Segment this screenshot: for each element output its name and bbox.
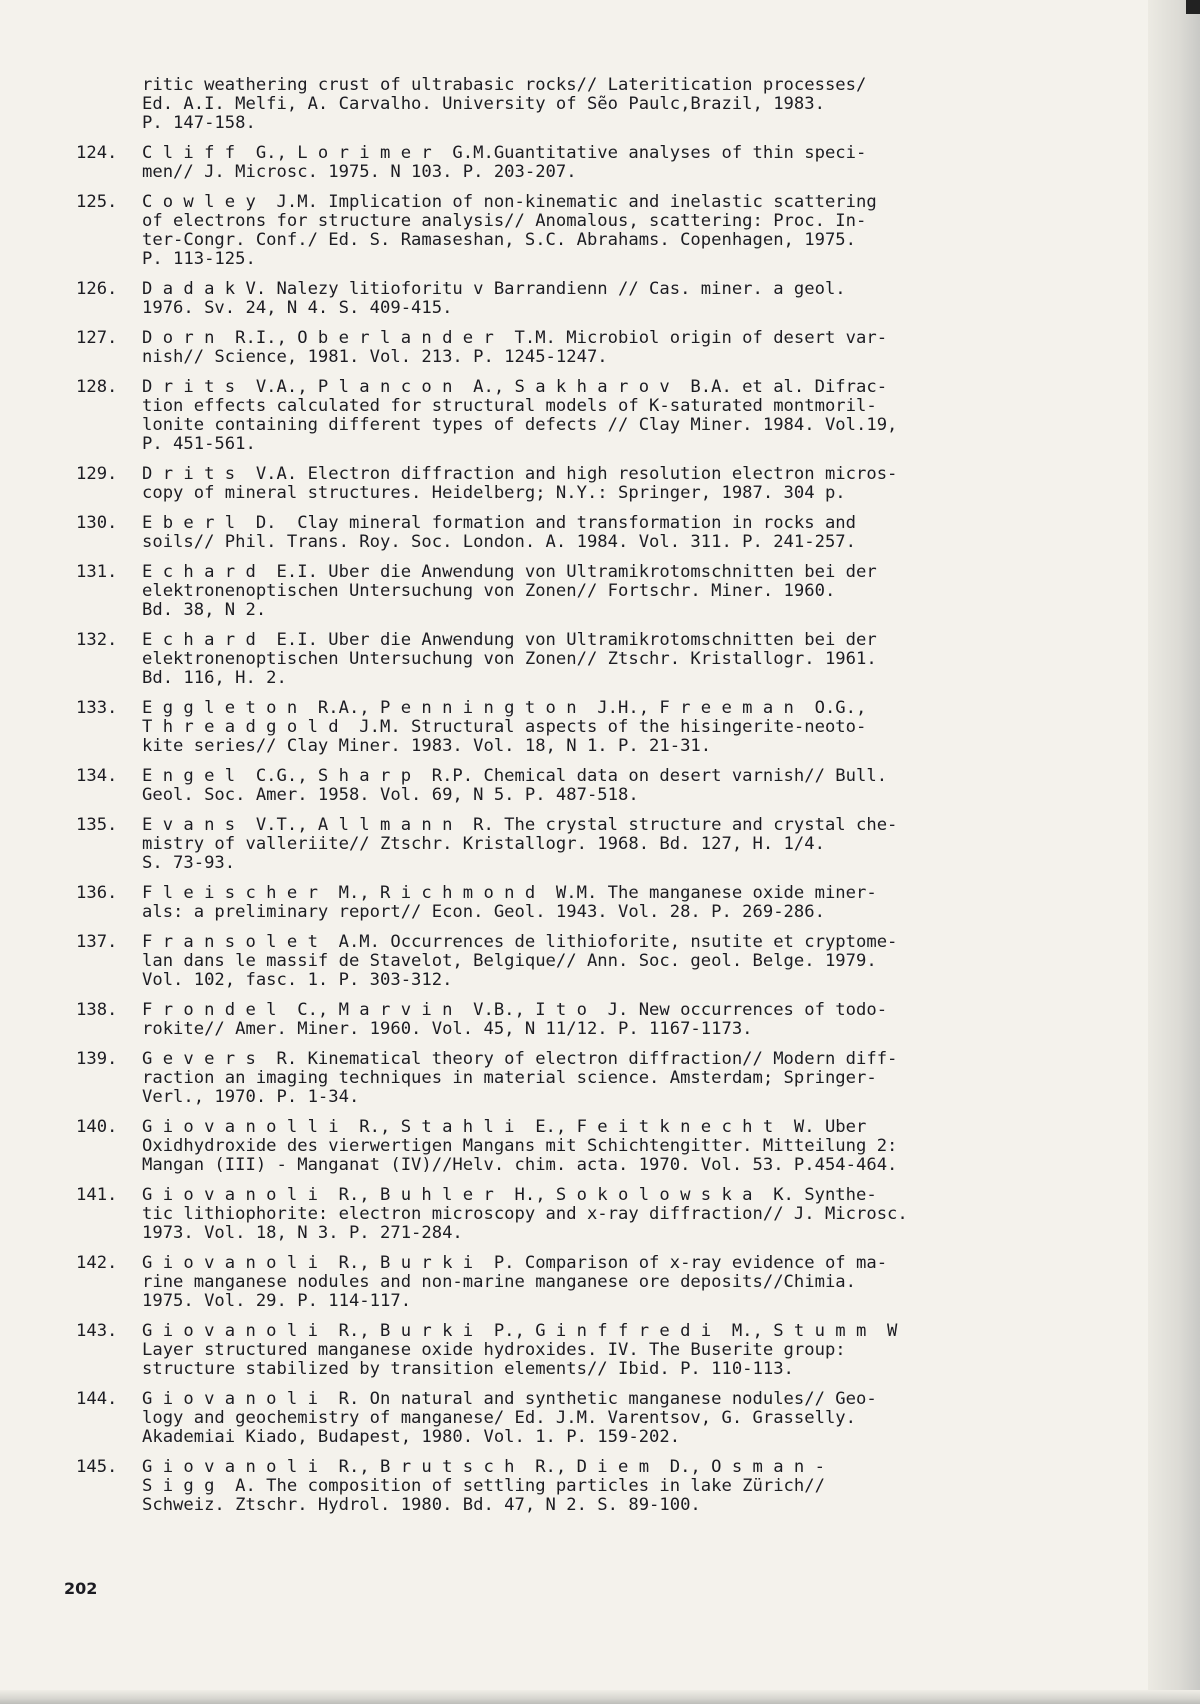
- reference-entry: [76, 144, 1046, 182]
- reference-number: 144.: [76, 1389, 118, 1409]
- continued-reference-text: ritic weathering crust of ultrabasic rocks// Lateritication processes/ Ed. A.I. Melfi, A. Carvalho. University of Sẽo Paulc,Brazil, 1983. P. 147-158.: [142, 75, 867, 133]
- reference-entry: [76, 1254, 1046, 1311]
- reference-number: 130.: [76, 513, 118, 533]
- reference-entry: [76, 699, 1046, 756]
- reference-entry: [76, 767, 1046, 805]
- reference-number: 136.: [76, 883, 118, 903]
- page-number: 202: [64, 1579, 98, 1598]
- reference-number: 135.: [76, 815, 118, 835]
- reference-text: G i o v a n o l i R., B r u t s c h R., D i e m D., O s m a n - S i g g A. The composition of settling particles in lake Zürich// Schweiz. Ztschr. Hydrol. 1980. Bd. 47, N 2. S. 89-100.: [142, 1457, 825, 1515]
- reference-text: E c h a r d E.I. Uber die Anwendung von Ultramikrotomschnitten bei der elektronenoptischen Untersuchung von Zonen// Ztschr. Kristallogr. 1961. Bd. 116, H. 2.: [142, 630, 877, 688]
- reference-entry: [76, 816, 1046, 873]
- reference-number: 124.: [76, 143, 118, 163]
- reference-text: E n g e l C.G., S h a r p R.P. Chemical data on desert varnish// Bull. Geol. Soc. Amer. 1958. Vol. 69, N 5. P. 487-518.: [142, 766, 888, 805]
- reference-entry: [76, 563, 1046, 620]
- reference-entry: [76, 1186, 1046, 1243]
- reference-number: 141.: [76, 1185, 118, 1205]
- reference-list: [76, 144, 1046, 1515]
- reference-entry: [76, 631, 1046, 688]
- reference-entry: [76, 465, 1046, 503]
- reference-text: E c h a r d E.I. Uber die Anwendung von Ultramikrotomschnitten bei der elektronenoptischen Untersuchung von Zonen// Fortschr. Miner. 1960. Bd. 38, N 2.: [142, 562, 877, 620]
- reference-text: F l e i s c h e r M., R i c h m o n d W.M. The manganese oxide miner- als: a preliminary report// Econ. Geol. 1943. Vol. 28. P. 269-286.: [142, 883, 877, 922]
- reference-entry: [76, 514, 1046, 552]
- corner-mark: [1186, 0, 1200, 14]
- reference-entry: [76, 1458, 1046, 1515]
- reference-entry: [76, 1050, 1046, 1107]
- reference-number: 142.: [76, 1253, 118, 1273]
- reference-entry: [76, 1001, 1046, 1039]
- reference-text: G i o v a n o l i R. On natural and synthetic manganese nodules// Geo- logy and geochemistry of manganese/ Ed. J.M. Varentsov, G. Grasselly. Akademiai Kiado, Budapest, 1980. Vol. 1. P. 159-202.: [142, 1389, 877, 1447]
- reference-text: G i o v a n o l l i R., S t a h l i E., F e i t k n e c h t W. Uber Oxidhydroxide des vierwertigen Mangans mit Schichtengitter. Mitteilung 2: Mangan (III) - Manganat (IV)//Helv. chim. acta. 1970. Vol. 53. P.454-464.: [142, 1117, 898, 1175]
- reference-text: G i o v a n o l i R., B u r k i P. Comparison of x-ray evidence of ma- rine manganese nodules and non-marine manganese ore deposits//Chimia. 1975. Vol. 29. P. 114-117.: [142, 1253, 888, 1311]
- reference-text: C o w l e y J.M. Implication of non-kinematic and inelastic scattering of electrons for structure analysis// Anomalous, scattering: Proc. In- ter-Congr. Conf./ Ed. S. Ramaseshan, S.C. Abrahams. Copenhagen, 1975. P. 113-125.: [142, 192, 877, 269]
- reference-number: 133.: [76, 698, 118, 718]
- reference-text: E g g l e t o n R.A., P e n n i n g t o n J.H., F r e e m a n O.G., T h r e a d g o l d J.M. Structural aspects of the hisingerite-neoto- kite series// Clay Miner. 1983. Vol. 18, N 1. P. 21-31.: [142, 698, 867, 756]
- reference-number: 127.: [76, 328, 118, 348]
- reference-entry: [76, 1118, 1046, 1175]
- reference-text: E v a n s V.T., A l l m a n n R. The crystal structure and crystal che- mistry of valleriite// Ztschr. Kristallogr. 1968. Bd. 127, H. 1/4. S. 73-93.: [142, 815, 898, 873]
- reference-entry: [76, 884, 1046, 922]
- reference-number: 140.: [76, 1117, 118, 1137]
- reference-text: C l i f f G., L o r i m e r G.M.Guantitative analyses of thin speci- men// J. Microsc. 1975. N 103. P. 203-207.: [142, 143, 867, 182]
- reference-entry: [76, 280, 1046, 318]
- reference-text: G i o v a n o l i R., B u r k i P., G i n f f r e d i M., S t u m m W Layer structured manganese oxide hydroxides. IV. The Buserite group: structure stabilized by transition elements// Ibid. P. 110-113.: [142, 1321, 898, 1379]
- reference-number: 139.: [76, 1049, 118, 1069]
- reference-number: 128.: [76, 377, 118, 397]
- reference-entry: [76, 933, 1046, 990]
- reference-entry: [76, 329, 1046, 367]
- reference-number: 137.: [76, 932, 118, 952]
- reference-entry: [76, 193, 1046, 269]
- reference-text: F r o n d e l C., M a r v i n V.B., I t o J. New occurrences of todo- rokite// Amer. Miner. 1960. Vol. 45, N 11/12. P. 1167-1173.: [142, 1000, 888, 1039]
- reference-number: 132.: [76, 630, 118, 650]
- reference-text: F r a n s o l e t A.M. Occurrences de lithioforite, nsutite et cryptome- lan dans le massif de Stavelot, Belgique// Ann. Soc. geol. Belge. 1979. Vol. 102, fasc. 1. P. 303-312.: [142, 932, 898, 990]
- reference-text: G i o v a n o l i R., B u h l e r H., S o k o l o w s k a K. Synthe- tic lithiophorite: electron microscopy and x-ray diffraction// J. Microsc. 1973. Vol. 18, N 3. P. 271-284.: [142, 1185, 908, 1243]
- bibliography-page: [76, 76, 1046, 1515]
- reference-text: E b e r l D. Clay mineral formation and transformation in rocks and soils// Phil. Trans. Roy. Soc. London. A. 1984. Vol. 311. P. 241-257.: [142, 513, 856, 552]
- page-bottom-edge: [0, 1690, 1200, 1704]
- reference-number: 125.: [76, 192, 118, 212]
- reference-entry: [76, 378, 1046, 454]
- reference-text: D a d a k V. Nalezy litioforitu v Barrandienn // Cas. miner. a geol. 1976. Sv. 24, N 4. S. 409-415.: [142, 279, 846, 318]
- reference-number: 129.: [76, 464, 118, 484]
- reference-number: 134.: [76, 766, 118, 786]
- page-edge-shadow: [1148, 0, 1200, 1704]
- reference-number: 126.: [76, 279, 118, 299]
- reference-number: 145.: [76, 1457, 118, 1477]
- reference-text: D r i t s V.A., P l a n c o n A., S a k h a r o v B.A. et al. Difrac- tion effects calculated for structural models of K-saturated montmoril- lonite containing different types of defects // Clay Miner. 1984. Vol.19, P. 451-561.: [142, 377, 898, 454]
- reference-number: 131.: [76, 562, 118, 582]
- reference-text: G e v e r s R. Kinematical theory of electron diffraction// Modern diff- raction an imaging techniques in material science. Amsterdam; Springer- Verl., 1970. P. 1-34.: [142, 1049, 898, 1107]
- reference-number: 143.: [76, 1321, 118, 1341]
- reference-entry: [76, 1390, 1046, 1447]
- reference-text: D o r n R.I., O b e r l a n d e r T.M. Microbiol origin of desert var- nish// Science, 1981. Vol. 213. P. 1245-1247.: [142, 328, 888, 367]
- reference-entry: [76, 1322, 1046, 1379]
- reference-text: D r i t s V.A. Electron diffraction and high resolution electron micros- copy of mineral structures. Heidelberg; N.Y.: Springer, 1987. 304 p.: [142, 464, 898, 503]
- reference-number: 138.: [76, 1000, 118, 1020]
